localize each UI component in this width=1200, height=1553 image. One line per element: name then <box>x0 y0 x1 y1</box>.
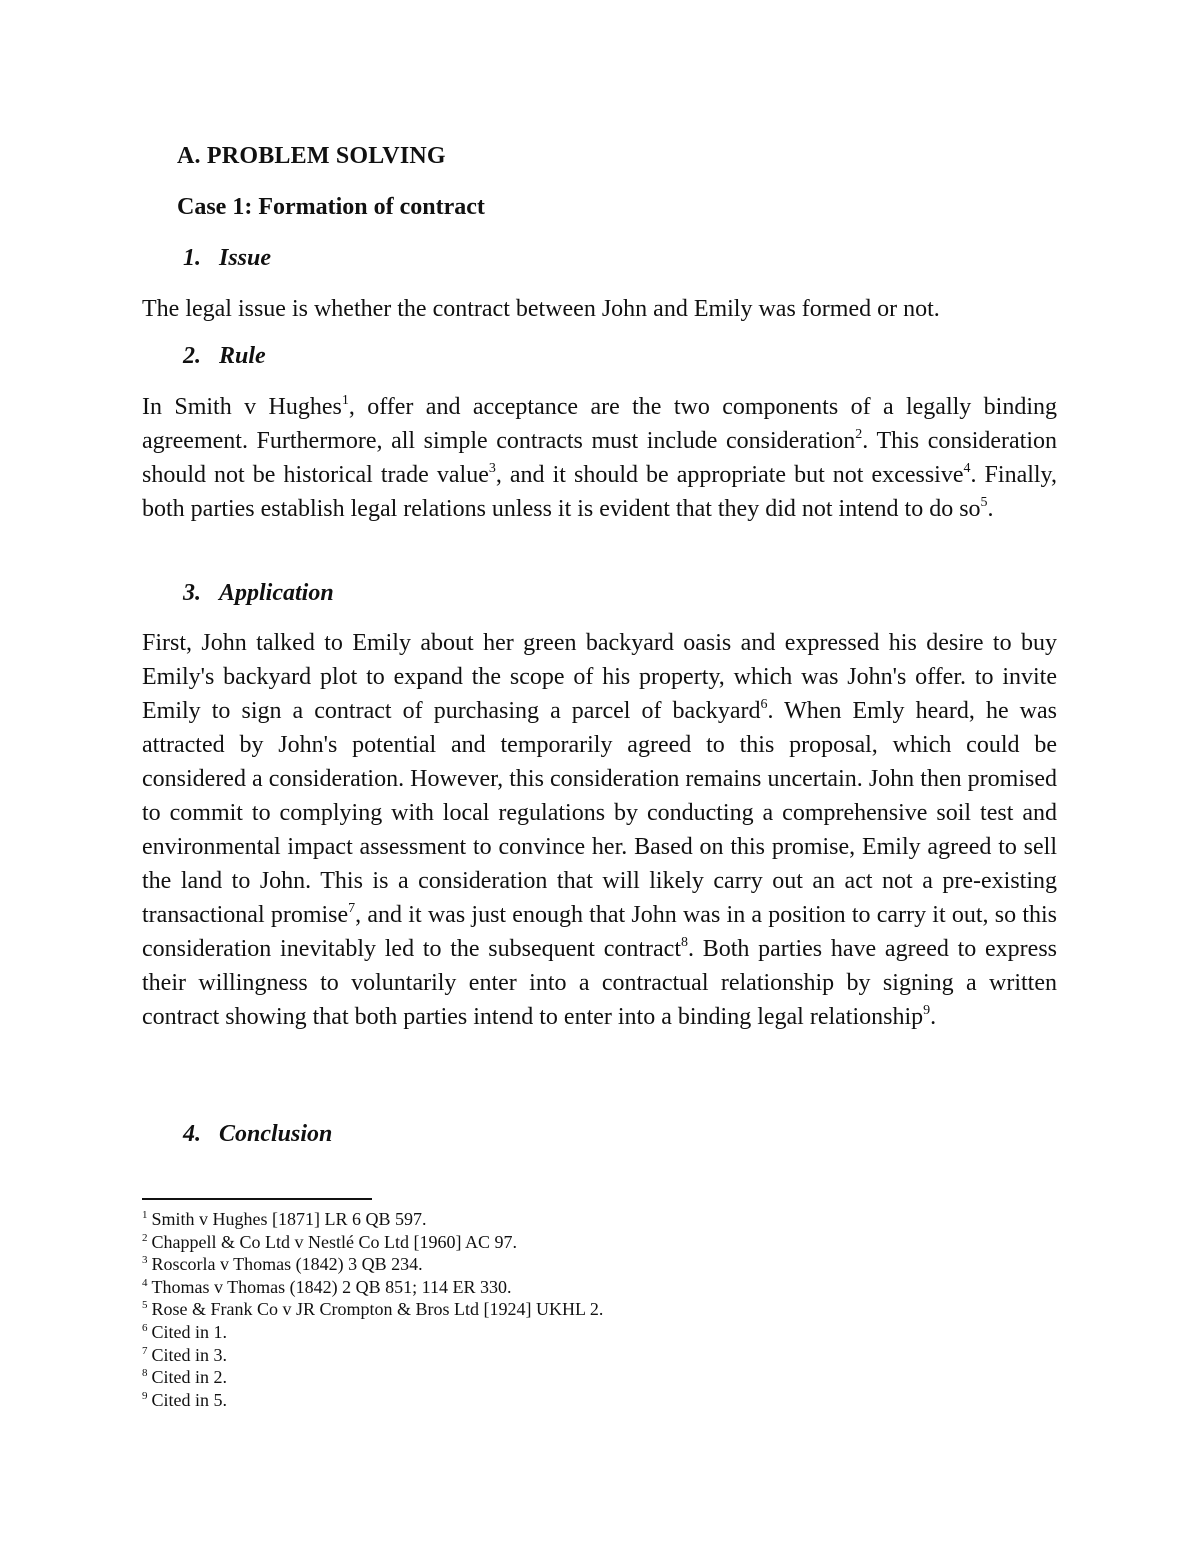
text-run: . <box>930 1004 937 1030</box>
subheading-application <box>183 580 334 607</box>
footnote-item <box>142 1208 603 1231</box>
footnote-ref[interactable]: 2 <box>855 427 863 442</box>
text-run: First, John talked to Emily about her green backyard oasis and expressed his desire to buy Emily's backyard plot to expand the scope of his property, which was John's offer. to invite Emily to sign a contract of purchasing a parcel of backyard <box>142 630 1057 724</box>
footnote-item <box>142 1276 603 1299</box>
text-run: , offer and acceptance are the two components of a legally binding agreement. Furthermore, all simple contracts must include consideration <box>142 394 1058 454</box>
footnote-text: Rose & Frank Co v JR Crompton & Bros Ltd [1924] UKHL 2. <box>151 1299 604 1320</box>
footnote-ref[interactable]: 4 <box>963 461 971 476</box>
text-run: . Finally, both parties establish legal relations unless it is evident that they did not intend to do so <box>142 462 1057 522</box>
text-run: . Both parties have agreed to express their willingness to voluntarily enter into a contractual relationship by signing a written contract showing that both parties intend to enter into a binding legal relationship <box>142 936 1058 1030</box>
subheading-title: Issue <box>219 245 272 271</box>
footnote-ref[interactable]: 7 <box>348 901 356 916</box>
subheading-title: Conclusion <box>219 1121 333 1147</box>
footnote-text: Thomas v Thomas (1842) 2 QB 851; 114 ER 330. <box>151 1276 512 1297</box>
footnote-separator <box>142 1198 372 1200</box>
subheading-number: 1. <box>183 245 201 271</box>
subheading-issue <box>183 245 271 272</box>
footnote-ref[interactable]: 1 <box>341 393 349 408</box>
footnote-ref[interactable]: 5 <box>980 495 988 510</box>
subheading-number: 2. <box>183 343 201 369</box>
footnote-number: 4 <box>142 1276 148 1289</box>
footnote-text: Cited in 5. <box>151 1389 227 1410</box>
footnote-text: Chappell & Co Ltd v Nestlé Co Ltd [1960] AC 97. <box>151 1231 517 1252</box>
footnote-text: Cited in 1. <box>151 1321 227 1342</box>
footnote-number: 5 <box>142 1299 148 1312</box>
footnote-item <box>142 1231 603 1254</box>
subheading-conclusion <box>183 1121 332 1148</box>
text-run: , and it should be appropriate but not excessive <box>495 462 964 488</box>
text-run: . When Emly heard, he was attracted by John's potential and temporarily agreed to this proposal, which could be considered a consideration. However, this consideration remains uncertain. John then promised to commit to complying with local regulations by conducting a comprehensive soil test and environmental impact assessment to convince her. Based on this promise, Emily agreed to sell the land to John. This is a consideration that will likely carry out an act not a pre-existing transactional promise <box>142 698 1057 928</box>
footnote-ref[interactable]: 6 <box>760 697 768 712</box>
text-run: . This consideration should not be historical trade value <box>142 428 1057 488</box>
case-title: Case 1: Formation of contract <box>177 194 485 220</box>
section-heading: A. PROBLEM SOLVING <box>177 143 446 169</box>
footnote-text: Cited in 3. <box>151 1344 227 1365</box>
subheading-number: 4. <box>183 1121 201 1147</box>
footnote-number: 9 <box>142 1389 148 1402</box>
text-run: In Smith v Hughes <box>142 394 342 420</box>
footnotes <box>142 1208 603 1411</box>
subheading-number: 3. <box>183 580 201 606</box>
rule-paragraph <box>142 390 1057 526</box>
footnote-item <box>142 1321 603 1344</box>
footnote-item <box>142 1344 603 1367</box>
issue-paragraph: The legal issue is whether the contract between John and Emily was formed or not. <box>142 296 940 322</box>
subheading-title: Rule <box>219 343 266 369</box>
footnote-text: Roscorla v Thomas (1842) 3 QB 234. <box>151 1254 423 1275</box>
footnote-item <box>142 1366 603 1389</box>
footnote-ref[interactable]: 8 <box>680 935 688 950</box>
text-run: . <box>987 496 994 522</box>
footnote-number: 3 <box>142 1254 148 1267</box>
footnote-number: 2 <box>142 1231 148 1244</box>
footnote-item <box>142 1253 603 1276</box>
footnote-number: 7 <box>142 1344 148 1357</box>
text-run: , and it was just enough that John was in a position to carry it out, so this consideration inevitably led to the subsequent contract <box>142 902 1058 962</box>
subheading-rule <box>183 343 266 370</box>
footnote-ref[interactable]: 3 <box>488 461 496 476</box>
application-paragraph <box>142 626 1057 1034</box>
subheading-title: Application <box>219 580 334 606</box>
footnote-text: Smith v Hughes [1871] LR 6 QB 597. <box>151 1209 427 1229</box>
footnote-text: Cited in 2. <box>151 1367 227 1388</box>
footnote-item <box>142 1298 603 1321</box>
footnote-number: 1 <box>142 1209 148 1221</box>
footnote-number: 6 <box>142 1321 148 1334</box>
footnote-item <box>142 1389 603 1412</box>
footnote-number: 8 <box>142 1367 148 1380</box>
footnote-ref[interactable]: 9 <box>923 1003 931 1018</box>
